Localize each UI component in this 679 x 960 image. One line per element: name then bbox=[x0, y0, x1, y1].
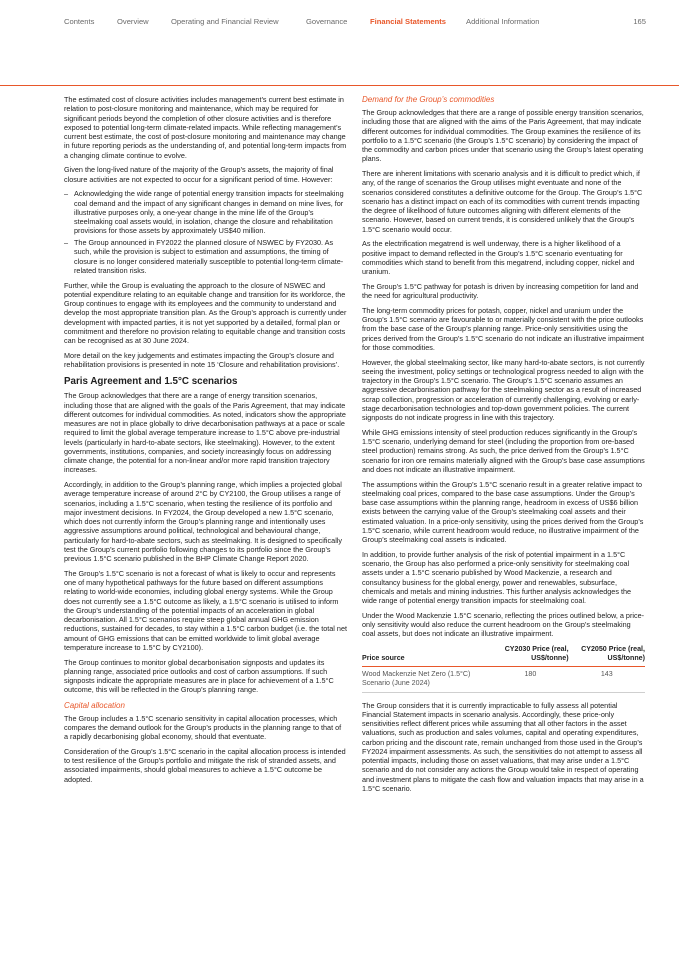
column-header-cy2050: CY2050 Price (real, US$/tonne) bbox=[569, 645, 645, 667]
paragraph: There are inherent limitations with scenario analysis and it is difficult to predict which, if any, of the range of scenarios the Group utilises might eventuate and none of the scenarios considered constitutes a definitive outcome for the Group. The Group’s 1.5°C scenario has a distinct impact on each of its commodities with current trends impacting the degree of likelihood of future outcomes aligning with different elements of the scenario. However, based on current trends, it is considered unlikely that the Group’s 1.5°C scenario would occur. bbox=[362, 169, 643, 234]
cell-price-source: Wood Mackenzie Net Zero (1.5°C) Scenario (June 2024) bbox=[362, 666, 492, 692]
paragraph: While GHG emissions intensity of steel production reduces significantly in the Group’s 1.5°C scenario, underlying demand for steel (including the proportion from ore-based steel production) remains strong. As such, the price derived from the Group’s 1.5°C scenario for iron ore remains materially aligned with the Group’s base case assumptions and does not indicate an illustrative impairment. bbox=[362, 427, 645, 474]
column-header-cy2030: CY2030 Price (real, US$/tonne) bbox=[492, 645, 568, 667]
paragraph: The Group continues to monitor global decarbonisation signposts and updates its planning range, associated price outlooks and cost of carbon assumptions. If such signposts indicate the appropriate measures are in place for achievement of a 1.5°C outcome, this will be reflected in the Group’s planning range. bbox=[64, 657, 334, 695]
cell-cy2030-price: 180 bbox=[492, 666, 568, 692]
dash-marker: – bbox=[64, 238, 69, 247]
left-column bbox=[64, 95, 347, 789]
paragraph: As the electrification megatrend is well underway, there is a higher likelihood of a positive impact to demand reflected in the Group’s 1.5°C scenario eventuating for commodities which stand to benefit from this megatrend, including copper, nickel and uranium. bbox=[362, 239, 635, 276]
right-column bbox=[362, 95, 645, 799]
nav-operating-and-financial-review[interactable]: Operating and Financial Review bbox=[171, 17, 279, 26]
price-table bbox=[362, 645, 645, 693]
paragraph: The long-term commodity prices for potash, copper, nickel and uranium under the Group’s 1.5°C scenario are favourable to or materially consistent with the price outlooks from the base case of the Group’s planning range. Price-only sensitivities using the prices derived from the Group’s 1.5°C scenario do not indicate an illustrative impairment for those commodities. bbox=[362, 305, 645, 352]
paragraph: The Group acknowledges that there are a range of energy transition scenarios, including those that are aligned with the goals of the Paris Agreement, that may indicate different outcomes for individual commodities. As noted, indicators show the appropriate measures are not in place globally to drive decarbonisation pathways at a pace or scale required to limit the global average temperature increase to 1.5°C above pre-industrial levels (particularly in hard-to-abate sectors, like steelmaking). However, to the extent governments, institutions, companies, and society increasingly focus on addressing climate change, the potential for a non-linear and/or more rapid transition trajectory increases. bbox=[64, 391, 346, 475]
paragraph: More detail on the key judgements and estimates impacting the Group’s closure and rehabilitation provisions is presented in note 15 ‘Closure and rehabilitation provisions’. bbox=[64, 350, 340, 369]
paragraph: Given the long-lived nature of the majority of the Group’s assets, the majority of final closure activities are not expected to occur for a significant period of time. However: bbox=[64, 165, 334, 184]
paragraph: However, the global steelmaking sector, like many hard-to-abate sectors, is not currently seeing the investment, policy settings or technological progress needed to align with the trajectory in the Group’s 1.5°C scenario. The Group’s 1.5°C scenario assumes an aggressive decarbonisation pathway for the steelmaking sector as a result of increased scrap collection, progression or acceleration of currently challenging, evolving or early-stage decarbonisation technologies and top-down government policies. The current signposts do not indicate progress in line with this trajectory. bbox=[362, 357, 645, 422]
header-divider bbox=[0, 85, 679, 86]
dash-marker: – bbox=[64, 189, 69, 199]
paragraph: The estimated cost of closure activities includes management’s current best estimate in relation to post-closure monitoring and maintenance, which may be required for significant periods beyond the completion of other closure activities and is therefore exposed to potential long-term climate-related impacts. While reflecting management’s current best estimate, the cost of post-closure monitoring and maintenance may change in future reporting periods as the understanding of, and potential long-term impacts from a changing climate continue to evolve. bbox=[64, 95, 347, 160]
section-heading-paris-agreement: Paris Agreement and 1.5°C scenarios bbox=[64, 376, 238, 388]
paragraph: The Group’s 1.5°C pathway for potash is driven by increasing competition for land and the need for agricultural productivity. bbox=[362, 281, 639, 300]
cell-cy2050-price: 143 bbox=[569, 666, 645, 692]
paragraph: Consideration of the Group’s 1.5°C scenario in the capital allocation process is intended to test resilience of the Group’s portfolio and mitigate the risk of stranded assets, and associated impairments, should global measures to achieve a 1.5°C outcome be adopted. bbox=[64, 746, 346, 784]
paragraph: Accordingly, in addition to the Group’s planning range, which implies a projected global average temperature increase of around 2°C by CY2100, the Group utilises a range of scenarios, including a 1.5°C scenario, when testing the resilience of its portfolio and major investment decisions. In FY2024, the Group developed a new 1.5°C scenario, which does not currently inform the Group’s planning range and intentionally uses aggressive assumptions around political, technological and behavioural change, particularly for hard-to-abate sectors, such as steelmaking. It is designed to specifically test the Group’s current portfolio following changes to its portfolio since the Group’s previous 1.5°C scenario published in the BHP Climate Change Report 2020. bbox=[64, 480, 343, 563]
paragraph: Under the Wood Mackenzie 1.5°C scenario, reflecting the prices outlined below, a price-only sensitivity would also reduce the current headroom on the Group’s steelmaking coal assets, but does not indicate an illustrative impairment. bbox=[362, 610, 645, 639]
subheading-demand: Demand for the Group’s commodities bbox=[362, 95, 495, 104]
list-item-text: The Group announced in FY2022 the planned closure of NSWEC by FY2030. As such, while the provision is subject to estimation and assumptions, the timing of closure is no longer considered materially susceptible to potential long-term climate-related transition risks. bbox=[74, 238, 344, 275]
table-row bbox=[362, 666, 645, 692]
nav-additional-information[interactable]: Additional Information bbox=[466, 17, 540, 26]
list-item bbox=[64, 189, 347, 235]
paragraph: The assumptions within the Group’s 1.5°C scenario result in a greater relative impact to steelmaking coal prices, compared to the base case assumptions. Under the Group’s base case assumptions within the planning range, headroom in excess of US$6 billion exists between the carrying value of the Group’s steelmaking coal assets and their estimated valuation. In a price-only sensitivity, using the prices derived from the Group’s 1.5°C scenario, while current headroom would reduce, no illustrative impairment of the Group’s steelmaking coal assets is indicated. bbox=[362, 479, 644, 544]
nav-overview[interactable]: Overview bbox=[117, 17, 149, 26]
subheading-capital-allocation: Capital allocation bbox=[64, 700, 125, 710]
paragraph: Further, while the Group is evaluating the approach to the closure of NSWEC and potential expenditure relating to an equitable change and transition for its workforce, the Group continues to engage with its employees and the community to understand and develop the most appropriate transition plan. As the Group’s approach is currently under development with impacted parties, it is not yet supported by a detailed, formal plan or commitment and therefore no provision relating to equitable change and transition costs can be recognised as at 30 June 2024. bbox=[64, 280, 347, 345]
paragraph: In addition, to provide further analysis of the risk of potential impairment in a 1.5°C scenario, the Group has also performed a price-only sensitivity for steelmaking coal assets under a 1.5°C scenario published by Wood Mackenzie, a research and consultancy business for the global energy, power and renewables, subsurface, chemicals and metals and mining industries. This further analysis acknowledges the wide range of potential energy transition impacts for steelmaking coal. bbox=[362, 549, 632, 605]
paragraph: The Group includes a 1.5°C scenario sensitivity in capital allocation processes, which compares the demand outlook for the Group’s products in the planning range to that of a rapidly decarbonising global economy, should that eventuate. bbox=[64, 713, 342, 741]
column-header-price-source: Price source bbox=[362, 645, 492, 667]
list-item-text: Acknowledging the wide range of potential energy transition impacts for steelmaking coal demand and the impact of any significant changes in demand on mine lives, for illustrative purposes only, a one-year change in the mine life of the Group’s steelmaking coal assets would, in isolation, change the closure and rehabilitation provisions for those assets by approximately US$40 million. bbox=[74, 189, 344, 236]
top-navigation bbox=[0, 0, 679, 44]
nav-financial-statements[interactable]: Financial Statements bbox=[370, 17, 446, 26]
bullet-list bbox=[64, 189, 347, 275]
paragraph: The Group’s 1.5°C scenario is not a forecast of what is likely to occur and represents one of many hypothetical pathways for the future based on different assumptions relating to world-wide economies, including global energy systems. While the Group does not currently see a 1.5°C outcome as likely, a 1.5°C scenario is utilised to inform the Group’s understanding of the potential impacts of an acceleration in global decarbonisation. All 1.5°C scenarios require steep global annual GHG emission reductions, sustained for decades, to stay within a 1.5°C carbon budget (i.e. the total net amount of GHG emissions that can be emitted worldwide to limit global average temperature increase to 1.5°C by CY2100). bbox=[64, 568, 347, 652]
paragraph: The Group considers that it is currently impracticable to fully assess all potential Financial Statement impacts in scenario analysis. Accordingly, these price-only sensitivities reflect different prices while assuming that all other factors in the asset valuations, such as production and sales volumes, capital and operating expenditures, carbon pricing and the discount rate, remain unchanged from those used in the Group’s FY2024 impairment assessments. As such, the sensitivities do not attempt to assess all potential impacts, including those on asset valuations, that may arise under a 1.5°C scenario and do not consider any actions the Group would take in respect of operating and investment plans to mitigate the cash flow and valuation impacts that may arise in a 1.5°C scenario. bbox=[362, 700, 644, 793]
nav-governance[interactable]: Governance bbox=[306, 17, 348, 26]
page-number: 165 bbox=[633, 17, 646, 26]
paragraph: The Group acknowledges that there are a range of possible energy transition scenarios, including those that are aligned with the aims of the Paris Agreement, that may indicate different outcomes for individual commodities. The Group examines the resilience of its portfolio to a 1.5°C scenario (the Group’s 1.5°C scenario) by considering the impact of the commodity and carbon prices under that scenario using the Group’s latest operating plans. bbox=[362, 108, 644, 164]
nav-contents[interactable]: Contents bbox=[64, 17, 95, 26]
table-header-row bbox=[362, 645, 645, 667]
list-item bbox=[64, 238, 347, 275]
